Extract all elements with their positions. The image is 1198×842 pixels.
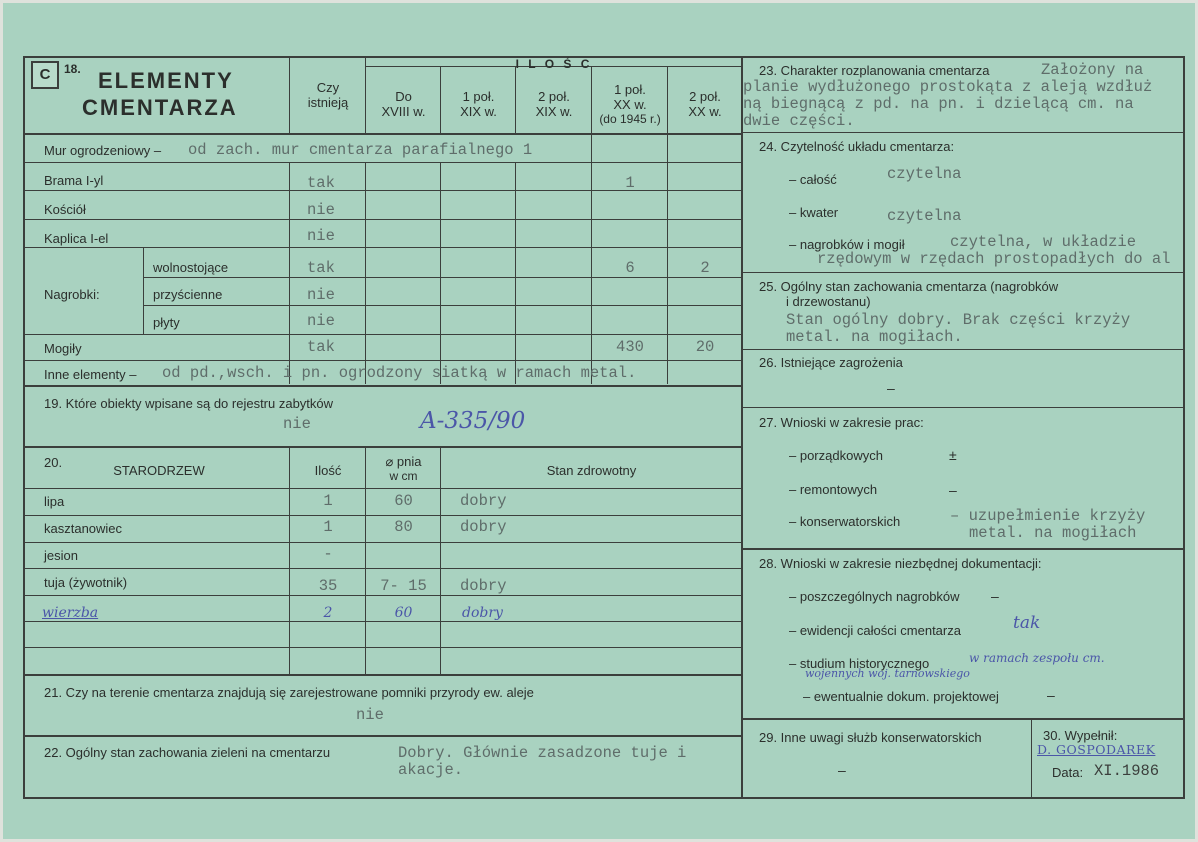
tree-row-5-stan: dobry [462, 605, 503, 621]
q27-label: 27. Wnioski w zakresie prac: [759, 415, 924, 430]
col-1xx-header: 1 poł. [614, 82, 646, 97]
inne-value: od pd.,wsch. i pn. ogrodzony siatką w ramach metal. [162, 364, 637, 382]
tree-row-1-stan: dobry [460, 492, 507, 510]
q20-title: STARODRZEW [113, 463, 205, 478]
przyscienne-czy: nie [307, 286, 335, 304]
q25-label-1: 25. Ogólny stan zachowania cmentarza (nagrobków [759, 279, 1059, 294]
q25-value-2: metal. na mogiłach. [786, 328, 963, 346]
tree-row-5-pnia: 60 [394, 605, 413, 621]
q21-value: nie [356, 706, 384, 724]
q25-box [743, 272, 1183, 349]
kaplica-label: Kaplica I-el [44, 231, 109, 246]
kosciol-label: Kościół [44, 202, 86, 217]
mur-label: Mur ogrodzeniowy – [44, 143, 162, 158]
mogily-1xx: 430 [616, 338, 644, 356]
q27-remont-value: – [949, 482, 957, 498]
tree-row-1-ilosc: 1 [323, 492, 333, 510]
q28-ewent-label: – ewentualnie dokum. projektowej [803, 689, 999, 704]
q28-studium-label: – studium historycznego [789, 656, 930, 671]
przyscienne-label: przyścienne [153, 287, 223, 302]
col-1xix-header-2: XIX w. [460, 104, 497, 119]
col-2xx-header-2: XX w. [688, 104, 722, 119]
q24-box [743, 134, 1183, 271]
tree-row-4-name: tuja (żywotnik) [44, 575, 128, 590]
plyty-czy: nie [307, 312, 335, 330]
q22-value-1: Dobry. Głównie zasadzone tuje i [398, 744, 687, 762]
q19-label: 19. Które obiekty wpisane są do rejestru zabytków [44, 396, 334, 411]
col-xviii-header-2: XVIII w. [381, 104, 426, 119]
section-c-box: C [31, 61, 59, 89]
q24-nagrobkow-value-1: czytelna, w układzie [950, 233, 1137, 251]
ilosc-header: I L O Ś C [515, 57, 593, 71]
q30-label: 30. Wypełnił: [1043, 728, 1118, 743]
col-stan-header: Stan zdrowotny [546, 463, 637, 478]
mogily-2xx: 20 [695, 338, 715, 356]
col-czy-header-2: istnieją [307, 95, 349, 110]
q24-nagrobkow-label: – nagrobków i mogił [789, 237, 905, 252]
col-2xx-header: 2 poł. [689, 89, 721, 104]
q28-ewid-label: – ewidencji całości cmentarza [789, 623, 961, 638]
col-pnia-header-2: w cm [389, 469, 418, 483]
tree-row-3-name: jesion [44, 548, 78, 563]
q19-value: nie [283, 415, 311, 433]
q19-register-number: A-335/90 [420, 408, 526, 434]
plyty-label: płyty [153, 315, 180, 330]
col-1xx-header-3: (do 1945 r.) [599, 112, 661, 126]
col-ilosc-header: Ilość [314, 463, 342, 478]
tree-row-4-stan: dobry [460, 577, 507, 595]
q28-label: 28. Wnioski w zakresie niezbędnej dokumentacji: [759, 556, 1042, 571]
inne-label: Inne elementy – [44, 367, 137, 382]
q20-number: 20. [44, 455, 63, 470]
col-2xix-header-2: XIX w. [535, 104, 573, 119]
q24-calosc-value: czytelna [887, 165, 962, 183]
tree-row-3-ilosc: - [323, 545, 333, 563]
q28-ewid-value: tak [1013, 613, 1041, 633]
q27-konserw-value-2: metal. na mogiłach [969, 524, 1137, 542]
kaplica-czy: nie [307, 227, 335, 245]
q24-nagrobkow-value-2: rzędowym w rzędach prostopadłych do al [817, 250, 1171, 268]
tree-row-2-ilosc: 1 [323, 518, 333, 536]
q23-line-4: dwie części. [743, 112, 855, 130]
tree-row-1-name: lipa [44, 494, 65, 509]
q22-value-2: akacje. [398, 761, 464, 779]
q24-label: 24. Czytelność układu cmentarza: [759, 139, 955, 154]
q24-calosc-label: – całość [789, 172, 837, 187]
tree-row-1-pnia: 60 [394, 492, 413, 510]
q27-konserw-value-1: – uzupełmienie krzyży [950, 507, 1146, 525]
q27-box [743, 408, 1183, 548]
brama-label: Brama I-yl [44, 173, 104, 188]
mogily-label: Mogiły [44, 341, 82, 356]
kosciol-czy: nie [307, 201, 335, 219]
q29-value: – [838, 762, 846, 778]
mogily-czy: tak [307, 338, 335, 356]
col-2xix-header: 2 poł. [538, 89, 570, 104]
brama-czy: tak [307, 174, 335, 192]
q23-line-2: planie wydłużonego prostokąta z aleją wzdłuż [743, 78, 1153, 96]
col-czy-header: Czy [316, 80, 340, 95]
q24-kwater-value: czytelna [887, 207, 962, 225]
q21-label: 21. Czy na terenie cmentarza znajdują się zarejestrowane pomniki przyrody ew. aleje [44, 685, 534, 700]
col-1xix-header: 1 poł. [462, 89, 495, 104]
q23-box [743, 58, 1183, 134]
q27-porz-value: ± [949, 447, 957, 463]
q26-label: 26. Istniejące zagrożenia [759, 355, 903, 370]
tree-row-2-stan: dobry [460, 518, 507, 536]
section-title-2: CMENTARZA [82, 95, 238, 120]
tree-row-5-name: wierzba [42, 605, 99, 621]
q27-porz-label: – porządkowych [789, 448, 883, 463]
q28-poszcz-label: – poszczególnych nagrobków [789, 589, 960, 604]
tree-row-4-ilosc: 35 [318, 577, 338, 595]
tree-row-2-name: kasztanowiec [44, 521, 123, 536]
q22-label: 22. Ogólny stan zachowania zieleni na cmentarzu [44, 745, 331, 760]
q30-date-label: Data: [1052, 765, 1084, 780]
q28-studium-value-1: w ramach zespołu cm. [969, 651, 1105, 665]
q28-poszcz-value: – [991, 588, 999, 604]
q28-studium-value-2: wojennych woj. tarnowskiego [805, 667, 970, 680]
q28-box [743, 550, 1183, 716]
q29-label: 29. Inne uwagi służb konserwatorskich [759, 730, 982, 745]
q30-date-value: XI.1986 [1094, 762, 1160, 780]
tree-row-5-ilosc: 2 [323, 605, 333, 621]
q25-label-2: i drzewostanu) [786, 294, 871, 309]
mur-value: od zach. mur cmentarza parafialnego 1 [188, 141, 533, 159]
q24-kwater-label: – kwater [789, 205, 839, 220]
brama-1xx: 1 [625, 174, 635, 192]
q23-line-3: ną biegnącą z pd. na pn. i dzielącą cm. na [743, 95, 1134, 113]
nagrobki-label: Nagrobki: [44, 287, 100, 302]
col-pnia-header: ⌀ pnia [385, 454, 422, 469]
q27-remont-label: – remontowych [789, 482, 878, 497]
col-xviii-header: Do [395, 89, 412, 104]
wolnostojace-1xx: 6 [625, 259, 635, 277]
q30-name: D. GOSPODAREK [1037, 742, 1156, 757]
q23-label: 23. Charakter rozplanowania cmentarza [759, 63, 990, 78]
q23-line-1: Założony na [1041, 61, 1144, 79]
q28-ewent-value: – [1047, 687, 1055, 703]
wolnostojace-label: wolnostojące [153, 260, 229, 275]
tree-row-2-pnia: 80 [394, 518, 413, 536]
wolnostojace-czy: tak [307, 259, 335, 277]
section-number: 18. [64, 62, 81, 76]
tree-row-4-pnia: 7- 15 [380, 577, 427, 595]
q25-value-1: Stan ogólny dobry. Brak części krzyży [786, 311, 1131, 329]
col-1xx-header-2: XX w. [613, 97, 647, 112]
wolnostojace-2xx: 2 [700, 259, 710, 277]
section-title-1: ELEMENTY [98, 68, 234, 93]
q26-value: – [887, 380, 895, 396]
q27-konserw-label: – konserwatorskich [789, 514, 901, 529]
